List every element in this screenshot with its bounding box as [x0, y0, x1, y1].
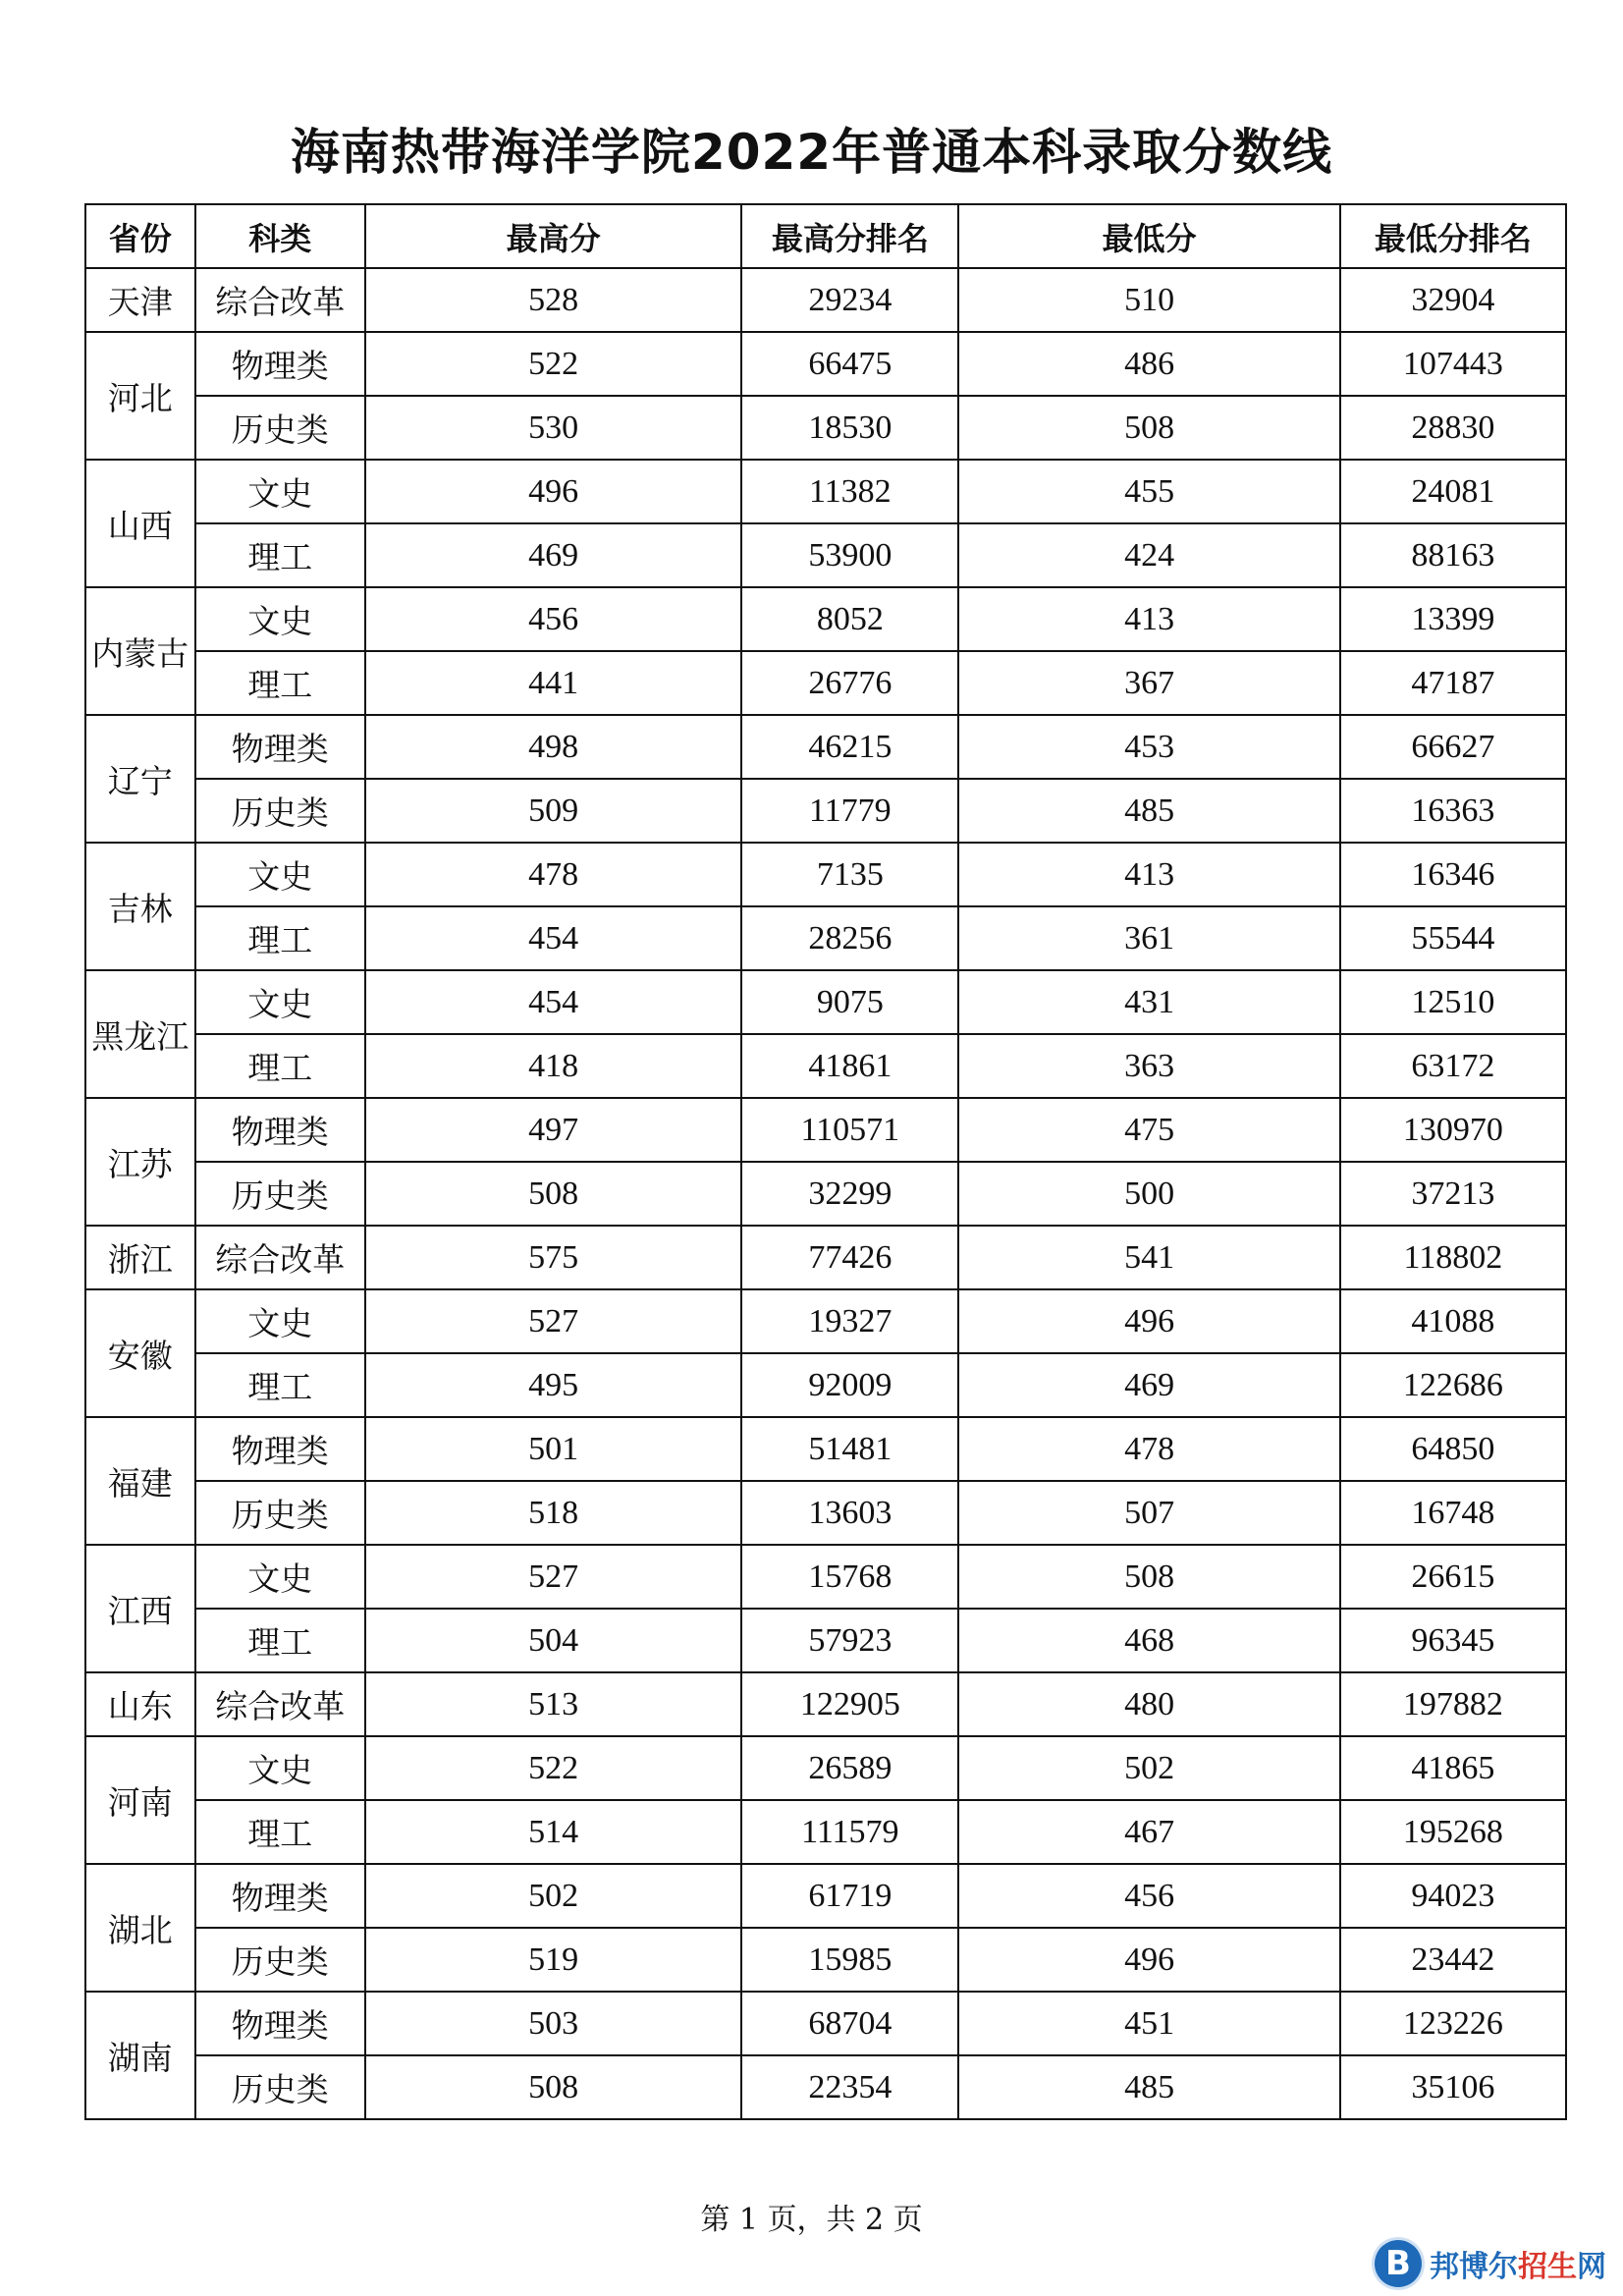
min-rank-cell: 37213	[1340, 1162, 1566, 1226]
max-score-cell: 522	[365, 1736, 741, 1800]
max-rank-cell: 22354	[741, 2055, 958, 2119]
table-row	[85, 651, 1566, 715]
column-header-category: 科类	[195, 204, 365, 268]
max-rank-cell: 29234	[741, 268, 958, 332]
table-row	[85, 1800, 1566, 1864]
province-cell: 山东	[85, 1672, 195, 1736]
max-score-cell: 456	[365, 587, 741, 651]
table-header-row	[85, 204, 1566, 268]
max-score-cell: 519	[365, 1928, 741, 1992]
column-header-min-rank: 最低分排名	[1340, 204, 1566, 268]
max-score-cell: 498	[365, 715, 741, 779]
max-rank-cell: 110571	[741, 1098, 958, 1162]
min-rank-cell: 96345	[1340, 1609, 1566, 1672]
admission-score-table	[84, 203, 1567, 2120]
table-row	[85, 1034, 1566, 1098]
category-cell: 历史类	[195, 1481, 365, 1545]
max-score-cell: 497	[365, 1098, 741, 1162]
category-cell: 文史	[195, 970, 365, 1034]
min-rank-cell: 32904	[1340, 268, 1566, 332]
max-rank-cell: 8052	[741, 587, 958, 651]
max-rank-cell: 68704	[741, 1992, 958, 2055]
min-score-cell: 485	[958, 2055, 1339, 2119]
max-rank-cell: 7135	[741, 843, 958, 906]
max-score-cell: 528	[365, 268, 741, 332]
max-score-cell: 454	[365, 906, 741, 970]
province-cell: 江苏	[85, 1098, 195, 1226]
category-cell: 文史	[195, 587, 365, 651]
min-score-cell: 468	[958, 1609, 1339, 1672]
max-rank-cell: 51481	[741, 1417, 958, 1481]
max-score-cell: 513	[365, 1672, 741, 1736]
min-rank-cell: 24081	[1340, 460, 1566, 523]
max-rank-cell: 11779	[741, 779, 958, 843]
table-row	[85, 1672, 1566, 1736]
min-score-cell: 475	[958, 1098, 1339, 1162]
min-score-cell: 413	[958, 587, 1339, 651]
min-score-cell: 456	[958, 1864, 1339, 1928]
min-rank-cell: 35106	[1340, 2055, 1566, 2119]
max-rank-cell: 18530	[741, 396, 958, 460]
min-score-cell: 507	[958, 1481, 1339, 1545]
category-cell: 综合改革	[195, 1226, 365, 1289]
province-cell: 山西	[85, 460, 195, 587]
min-rank-cell: 66627	[1340, 715, 1566, 779]
max-score-cell: 527	[365, 1545, 741, 1609]
min-rank-cell: 130970	[1340, 1098, 1566, 1162]
min-score-cell: 455	[958, 460, 1339, 523]
max-rank-cell: 13603	[741, 1481, 958, 1545]
table-row	[85, 970, 1566, 1034]
province-cell: 福建	[85, 1417, 195, 1545]
max-score-cell: 508	[365, 2055, 741, 2119]
min-rank-cell: 118802	[1340, 1226, 1566, 1289]
max-rank-cell: 53900	[741, 523, 958, 587]
max-score-cell: 530	[365, 396, 741, 460]
min-rank-cell: 123226	[1340, 1992, 1566, 2055]
province-cell: 天津	[85, 268, 195, 332]
min-rank-cell: 88163	[1340, 523, 1566, 587]
max-rank-cell: 111579	[741, 1800, 958, 1864]
table-row	[85, 906, 1566, 970]
category-cell: 理工	[195, 1034, 365, 1098]
min-score-cell: 453	[958, 715, 1339, 779]
table-row	[85, 1417, 1566, 1481]
category-cell: 综合改革	[195, 1672, 365, 1736]
min-score-cell: 478	[958, 1417, 1339, 1481]
page-footer: 第 1 页，共 2 页	[700, 2203, 923, 2237]
table-row	[85, 1289, 1566, 1353]
table-row	[85, 779, 1566, 843]
max-rank-cell: 32299	[741, 1162, 958, 1226]
max-score-cell: 508	[365, 1162, 741, 1226]
table-row	[85, 1992, 1566, 2055]
brand-logo-icon: B	[1375, 2240, 1422, 2287]
page-title: 海南热带海洋学院2022年普通本科录取分数线	[290, 124, 1333, 181]
brand-watermark	[1375, 2235, 1615, 2292]
max-score-cell: 495	[365, 1353, 741, 1417]
table-row	[85, 1098, 1566, 1162]
max-score-cell: 469	[365, 523, 741, 587]
category-cell: 历史类	[195, 2055, 365, 2119]
max-score-cell: 418	[365, 1034, 741, 1098]
max-score-cell: 478	[365, 843, 741, 906]
table-row	[85, 1353, 1566, 1417]
province-cell: 江西	[85, 1545, 195, 1672]
column-header-max-rank: 最高分排名	[741, 204, 958, 268]
table-row	[85, 587, 1566, 651]
brand-name-part2: 招生	[1518, 2250, 1577, 2284]
table-row	[85, 268, 1566, 332]
province-cell: 内蒙古	[85, 587, 195, 715]
province-cell: 河南	[85, 1736, 195, 1864]
column-header-min-score: 最低分	[958, 204, 1339, 268]
min-rank-cell: 13399	[1340, 587, 1566, 651]
min-rank-cell: 28830	[1340, 396, 1566, 460]
brand-name-part3: 网	[1577, 2250, 1606, 2284]
category-cell: 理工	[195, 523, 365, 587]
min-rank-cell: 16748	[1340, 1481, 1566, 1545]
max-score-cell: 509	[365, 779, 741, 843]
min-rank-cell: 16346	[1340, 843, 1566, 906]
category-cell: 理工	[195, 1353, 365, 1417]
category-cell: 综合改革	[195, 268, 365, 332]
min-rank-cell: 197882	[1340, 1672, 1566, 1736]
category-cell: 历史类	[195, 1928, 365, 1992]
table-row	[85, 523, 1566, 587]
category-cell: 理工	[195, 651, 365, 715]
max-rank-cell: 26776	[741, 651, 958, 715]
category-cell: 历史类	[195, 1162, 365, 1226]
province-cell: 河北	[85, 332, 195, 460]
max-score-cell: 502	[365, 1864, 741, 1928]
min-rank-cell: 47187	[1340, 651, 1566, 715]
min-score-cell: 367	[958, 651, 1339, 715]
min-score-cell: 510	[958, 268, 1339, 332]
max-rank-cell: 46215	[741, 715, 958, 779]
max-score-cell: 503	[365, 1992, 741, 2055]
min-rank-cell: 195268	[1340, 1800, 1566, 1864]
province-cell: 浙江	[85, 1226, 195, 1289]
min-score-cell: 500	[958, 1162, 1339, 1226]
table-row	[85, 1736, 1566, 1800]
table-row	[85, 1481, 1566, 1545]
min-score-cell: 541	[958, 1226, 1339, 1289]
min-score-cell: 485	[958, 779, 1339, 843]
table-row	[85, 1928, 1566, 1992]
table-row	[85, 1609, 1566, 1672]
min-score-cell: 363	[958, 1034, 1339, 1098]
column-header-province: 省份	[85, 204, 195, 268]
category-cell: 历史类	[195, 396, 365, 460]
max-score-cell: 496	[365, 460, 741, 523]
max-rank-cell: 11382	[741, 460, 958, 523]
min-score-cell: 496	[958, 1928, 1339, 1992]
category-cell: 物理类	[195, 1098, 365, 1162]
min-score-cell: 361	[958, 906, 1339, 970]
min-score-cell: 502	[958, 1736, 1339, 1800]
max-rank-cell: 61719	[741, 1864, 958, 1928]
min-rank-cell: 26615	[1340, 1545, 1566, 1609]
max-score-cell: 501	[365, 1417, 741, 1481]
max-rank-cell: 41861	[741, 1034, 958, 1098]
max-rank-cell: 15768	[741, 1545, 958, 1609]
table-row	[85, 460, 1566, 523]
min-score-cell: 424	[958, 523, 1339, 587]
min-score-cell: 467	[958, 1800, 1339, 1864]
province-cell: 辽宁	[85, 715, 195, 843]
min-rank-cell: 94023	[1340, 1864, 1566, 1928]
min-score-cell: 413	[958, 843, 1339, 906]
province-cell: 黑龙江	[85, 970, 195, 1098]
min-score-cell: 486	[958, 332, 1339, 396]
province-cell: 安徽	[85, 1289, 195, 1417]
min-rank-cell: 64850	[1340, 1417, 1566, 1481]
province-cell: 湖北	[85, 1864, 195, 1992]
category-cell: 理工	[195, 1609, 365, 1672]
table-row	[85, 1545, 1566, 1609]
table-row	[85, 1162, 1566, 1226]
max-rank-cell: 57923	[741, 1609, 958, 1672]
province-cell: 吉林	[85, 843, 195, 970]
min-rank-cell: 55544	[1340, 906, 1566, 970]
category-cell: 文史	[195, 1289, 365, 1353]
max-score-cell: 575	[365, 1226, 741, 1289]
max-rank-cell: 28256	[741, 906, 958, 970]
category-cell: 理工	[195, 1800, 365, 1864]
max-rank-cell: 15985	[741, 1928, 958, 1992]
min-score-cell: 496	[958, 1289, 1339, 1353]
category-cell: 文史	[195, 1736, 365, 1800]
table-row	[85, 332, 1566, 396]
max-rank-cell: 92009	[741, 1353, 958, 1417]
category-cell: 文史	[195, 843, 365, 906]
min-rank-cell: 63172	[1340, 1034, 1566, 1098]
min-score-cell: 480	[958, 1672, 1339, 1736]
min-rank-cell: 107443	[1340, 332, 1566, 396]
category-cell: 文史	[195, 460, 365, 523]
max-score-cell: 518	[365, 1481, 741, 1545]
max-rank-cell: 66475	[741, 332, 958, 396]
table-body	[85, 268, 1566, 2119]
column-header-max-score: 最高分	[365, 204, 741, 268]
category-cell: 理工	[195, 906, 365, 970]
max-score-cell: 441	[365, 651, 741, 715]
max-score-cell: 522	[365, 332, 741, 396]
category-cell: 物理类	[195, 1417, 365, 1481]
table-row	[85, 1864, 1566, 1928]
max-rank-cell: 122905	[741, 1672, 958, 1736]
min-score-cell: 508	[958, 1545, 1339, 1609]
min-rank-cell: 41865	[1340, 1736, 1566, 1800]
category-cell: 历史类	[195, 779, 365, 843]
category-cell: 物理类	[195, 332, 365, 396]
max-score-cell: 504	[365, 1609, 741, 1672]
category-cell: 物理类	[195, 715, 365, 779]
table-row	[85, 1226, 1566, 1289]
province-cell: 湖南	[85, 1992, 195, 2119]
max-score-cell: 454	[365, 970, 741, 1034]
min-rank-cell: 23442	[1340, 1928, 1566, 1992]
category-cell: 物理类	[195, 1992, 365, 2055]
table-row	[85, 2055, 1566, 2119]
min-score-cell: 469	[958, 1353, 1339, 1417]
min-rank-cell: 122686	[1340, 1353, 1566, 1417]
min-rank-cell: 16363	[1340, 779, 1566, 843]
category-cell: 物理类	[195, 1864, 365, 1928]
category-cell: 文史	[195, 1545, 365, 1609]
table-row	[85, 396, 1566, 460]
min-score-cell: 508	[958, 396, 1339, 460]
max-rank-cell: 77426	[741, 1226, 958, 1289]
max-rank-cell: 19327	[741, 1289, 958, 1353]
brand-name-part1: 邦博尔	[1430, 2250, 1518, 2284]
min-score-cell: 431	[958, 970, 1339, 1034]
table-row	[85, 843, 1566, 906]
min-score-cell: 451	[958, 1992, 1339, 2055]
min-rank-cell: 41088	[1340, 1289, 1566, 1353]
brand-name	[1430, 2242, 1606, 2285]
max-rank-cell: 9075	[741, 970, 958, 1034]
max-score-cell: 514	[365, 1800, 741, 1864]
min-rank-cell: 12510	[1340, 970, 1566, 1034]
table-row	[85, 715, 1566, 779]
max-rank-cell: 26589	[741, 1736, 958, 1800]
max-score-cell: 527	[365, 1289, 741, 1353]
